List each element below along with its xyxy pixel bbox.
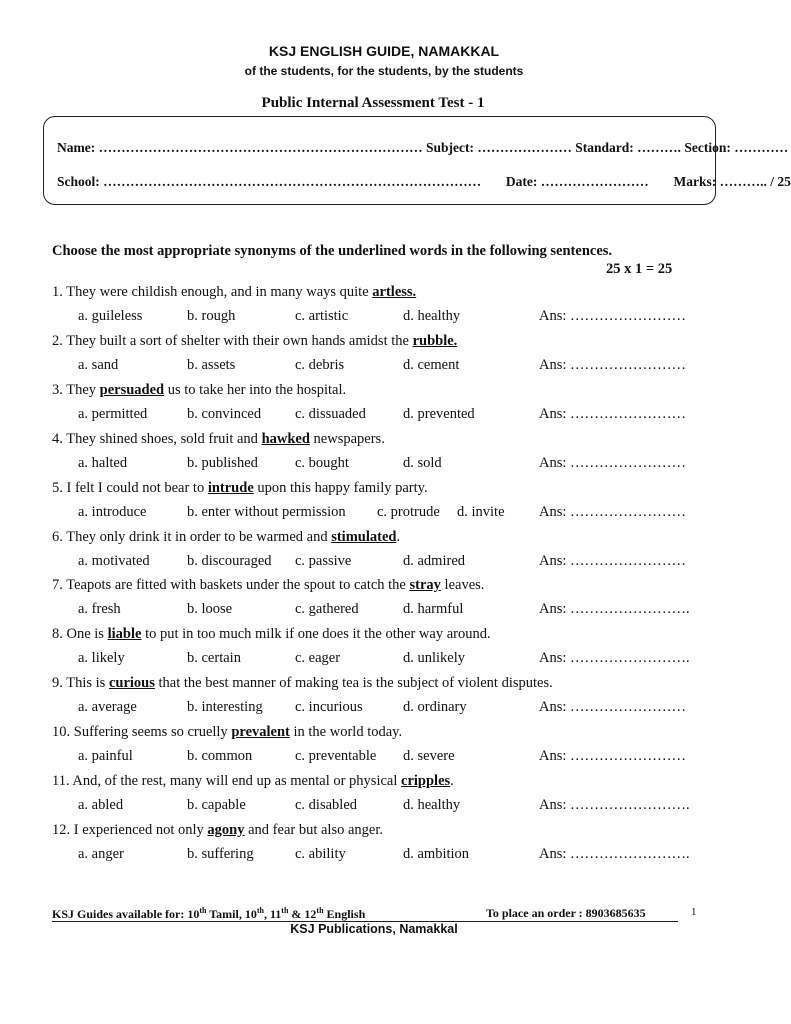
answer-field[interactable]: Ans: …………………… xyxy=(539,748,687,765)
option-c: c. artistic xyxy=(295,308,349,324)
option-d: d. ordinary xyxy=(403,699,467,716)
student-info-box xyxy=(43,116,791,205)
option-a: a. introduce xyxy=(78,503,147,520)
question-4 xyxy=(52,431,385,448)
instructions: Choose the most appropriate synonyms of the underlined words in the following sentences. xyxy=(52,243,613,259)
option-b: b. suffering xyxy=(187,845,254,862)
answer-field[interactable]: Ans: ……………………. xyxy=(539,845,690,862)
answer-field[interactable]: Ans: ……………………. xyxy=(539,601,690,618)
option-b: b. published xyxy=(187,454,258,471)
underlined-word: intrude xyxy=(207,479,254,496)
question-text: upon this happy family party. xyxy=(253,479,428,496)
option-a: a. sand xyxy=(78,356,119,373)
answer-field[interactable]: Ans: …………………… xyxy=(539,503,687,520)
option-d: d. prevented xyxy=(403,405,475,422)
question-text: leaves. xyxy=(440,577,485,594)
question-text: . xyxy=(450,773,454,789)
guide-tagline: of the students, for the students, by the students xyxy=(244,64,524,78)
option-d: d. severe xyxy=(403,748,455,765)
question-text: in the world today. xyxy=(289,724,403,741)
option-d: d. invite xyxy=(457,503,505,520)
underlined-word: hawked xyxy=(261,430,310,447)
footer-order: To place an order : 8903685635 xyxy=(486,906,646,920)
option-c: c. gathered xyxy=(295,601,359,618)
answer-field[interactable]: Ans: …………………… xyxy=(539,552,687,569)
underlined-word: curious xyxy=(108,675,155,692)
option-a: a. anger xyxy=(78,845,124,862)
question-text: 9. This is xyxy=(52,675,109,692)
info-row-school xyxy=(57,174,791,190)
question-6 xyxy=(52,529,400,546)
question-text: us to take her into the hospital. xyxy=(164,381,347,398)
question-3 xyxy=(52,382,346,399)
option-d: d. healthy xyxy=(403,797,461,813)
question-text: 10. Suffering seems so cruelly xyxy=(52,724,232,741)
underlined-word: stimulated xyxy=(331,528,397,545)
underlined-word: artless. xyxy=(372,284,417,300)
info-row-name: Name: ……………………………………………………………… Subject: ………………… Standard: ………. Section: ………… xyxy=(57,140,789,155)
answer-field[interactable]: Ans: …………………… xyxy=(539,699,687,716)
question-text: to put in too much milk if one does it the other way around. xyxy=(141,626,491,643)
question-text: newspapers. xyxy=(309,430,385,447)
question-8 xyxy=(52,626,491,643)
total-marks: 25 x 1 = 25 xyxy=(606,261,673,277)
question-text: 12. I experienced not only xyxy=(52,821,208,838)
page-number: 1 xyxy=(691,906,697,918)
option-c: c. passive xyxy=(295,552,352,569)
option-a: a. fresh xyxy=(78,601,121,618)
question-10 xyxy=(52,724,402,741)
option-c: c. eager xyxy=(295,650,341,667)
question-text: 5. I felt I could not bear to xyxy=(52,479,208,496)
option-b: b. common xyxy=(187,748,253,765)
option-d: d. unlikely xyxy=(403,650,466,667)
option-a: a. abled xyxy=(78,797,124,813)
question-11 xyxy=(52,773,454,790)
option-d: d. healthy xyxy=(403,308,461,324)
question-9 xyxy=(52,675,553,692)
option-b: b. rough xyxy=(187,308,236,324)
underlined-word: cripples xyxy=(401,773,451,789)
school-field: School: ………………………………………………………………………… xyxy=(57,174,482,189)
question-text: . xyxy=(396,528,401,545)
question-text: 6. They only drink it in order to be warmed and xyxy=(52,528,332,545)
question-text: 7. Teapots are fitted with baskets under the spout to catch the xyxy=(52,577,410,594)
option-b: b. assets xyxy=(187,356,236,373)
question-12 xyxy=(52,822,383,839)
footer-guides: KSJ Guides available for: 10th Tamil, 10th, 11th & 12th English xyxy=(52,906,366,921)
question-text: 2. They built a sort of shelter with their own hands amidst the xyxy=(52,332,413,349)
option-d: d. sold xyxy=(403,454,442,471)
underlined-word: liable xyxy=(107,626,142,643)
question-1 xyxy=(52,284,416,301)
option-a: a. motivated xyxy=(78,552,150,569)
option-b: b. enter without permission xyxy=(187,503,346,520)
underlined-word: stray xyxy=(409,577,441,594)
option-b: b. interesting xyxy=(187,699,263,716)
option-c: c. preventable xyxy=(295,748,377,765)
question-5 xyxy=(52,480,428,497)
option-b: b. convinced xyxy=(187,405,262,422)
option-c: c. debris xyxy=(295,356,345,373)
option-d: d. admired xyxy=(403,552,466,569)
option-a: a. guileless xyxy=(78,308,143,324)
test-title: Public Internal Assessment Test - 1 xyxy=(261,95,485,111)
answer-field[interactable]: Ans: ……………………. xyxy=(539,650,690,667)
option-c: c. dissuaded xyxy=(295,405,366,422)
guide-title: KSJ ENGLISH GUIDE, NAMAKKAL xyxy=(268,43,500,59)
option-a: a. permitted xyxy=(78,405,148,422)
option-a: a. halted xyxy=(78,454,128,471)
question-text: 1. They were childish enough, and in many ways quite xyxy=(52,284,373,300)
marks-field: Marks: ……….. / 25 xyxy=(673,174,791,189)
option-c: c. bought xyxy=(295,454,349,471)
underlined-word: persuaded xyxy=(99,381,165,398)
option-a: a. painful xyxy=(78,748,133,765)
option-b: b. discouraged xyxy=(187,552,272,569)
question-text: 8. One is xyxy=(52,626,108,643)
option-d: d. ambition xyxy=(403,845,470,862)
option-c: c. disabled xyxy=(295,797,358,813)
option-d: d. cement xyxy=(403,356,460,373)
option-b: b. certain xyxy=(187,650,241,667)
question-text: 3. They xyxy=(52,381,100,398)
footer-publisher: KSJ Publications, Namakkal xyxy=(290,922,458,936)
underlined-word: agony xyxy=(207,821,245,838)
answer-field[interactable]: Ans: …………………… xyxy=(539,454,687,471)
option-c: c. protrude xyxy=(377,503,440,520)
option-b: b. capable xyxy=(187,797,246,813)
option-c: c. ability xyxy=(295,845,346,862)
question-2 xyxy=(52,333,457,350)
option-a: a. likely xyxy=(78,650,125,667)
question-text: that the best manner of making tea is the subject of violent disputes. xyxy=(154,675,553,692)
question-7 xyxy=(52,577,484,594)
question-text: 4. They shined shoes, sold fruit and xyxy=(52,430,262,447)
date-field: Date: …………………… xyxy=(505,174,649,189)
answer-field[interactable]: Ans: ……………………. xyxy=(539,797,690,813)
underlined-word: rubble. xyxy=(412,332,458,349)
option-b: b. loose xyxy=(187,601,233,618)
question-text: 11. And, of the rest, many will end up as mental or physical xyxy=(52,773,402,789)
answer-field[interactable]: Ans: …………………… xyxy=(539,356,687,373)
question-text: and fear but also anger. xyxy=(244,821,384,838)
underlined-word: prevalent xyxy=(231,724,290,741)
option-d: d. harmful xyxy=(403,601,464,618)
answer-field[interactable]: Ans: …………………… xyxy=(539,308,687,324)
answer-field[interactable]: Ans: …………………… xyxy=(539,405,687,422)
option-c: c. incurious xyxy=(295,699,363,716)
option-a: a. average xyxy=(78,699,137,716)
